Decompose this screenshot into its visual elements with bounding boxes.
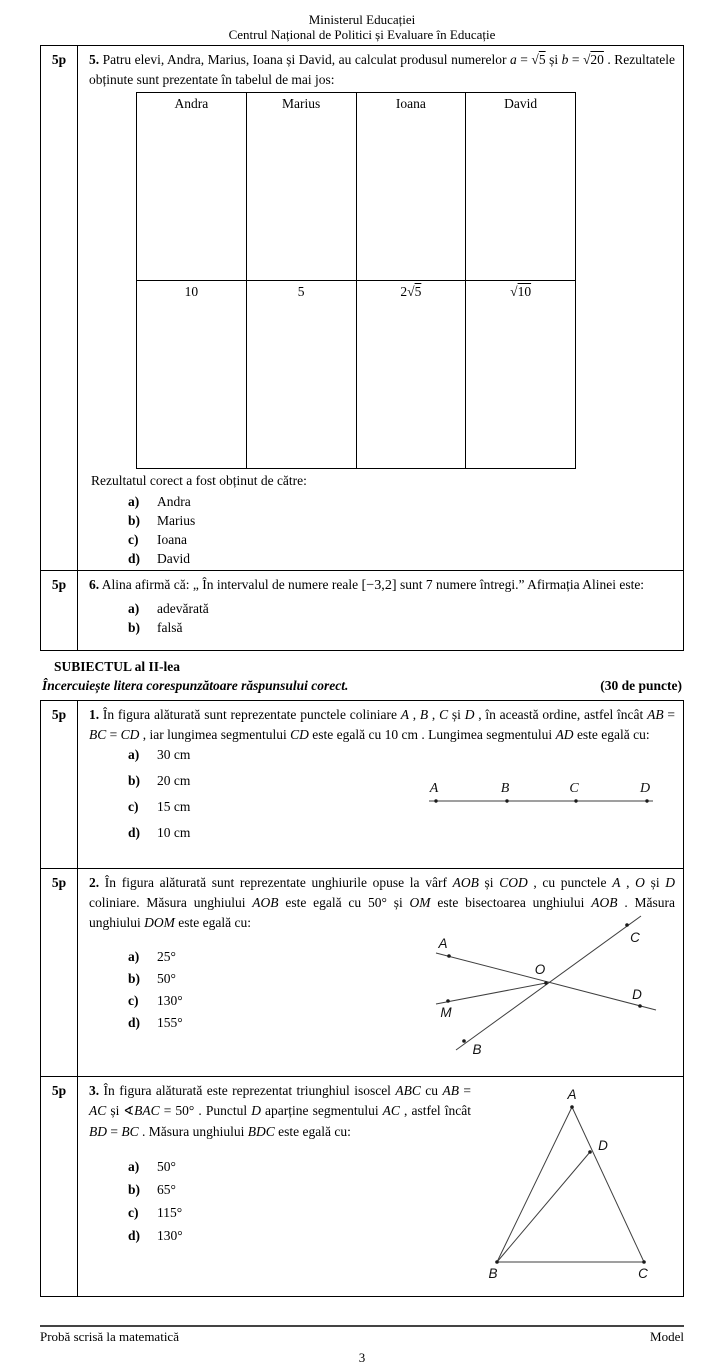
- point-O-dot: [544, 981, 548, 985]
- point-D-label: D: [598, 1138, 608, 1153]
- point-A-dot: [434, 799, 437, 802]
- footer-exam-name: Probă scrisă la matematică: [40, 1329, 179, 1344]
- point-C-label: C: [638, 1266, 648, 1281]
- option-letter: b): [128, 513, 141, 528]
- footer-row: [40, 1329, 684, 1345]
- s2-question-3-number: 3.: [89, 1083, 100, 1098]
- option-letter: a): [128, 1159, 140, 1174]
- option-letter: d): [128, 551, 141, 566]
- option-letter: b): [128, 620, 141, 635]
- option-letter: c): [128, 532, 139, 547]
- page-number: 3: [358, 1350, 366, 1365]
- s2-question-3-text: [89, 1081, 471, 1142]
- option-text: 65°: [157, 1182, 176, 1197]
- point-M-dot: [446, 999, 450, 1003]
- point-B-label: B: [488, 1266, 498, 1281]
- option-text: 50°: [157, 971, 176, 986]
- subject2-instruction-row: [42, 677, 682, 694]
- option-letter: c): [128, 993, 139, 1008]
- option-text: 155°: [157, 1015, 183, 1030]
- point-A-label: A: [429, 781, 439, 796]
- option-b: [128, 511, 675, 530]
- option-letter: b): [128, 971, 141, 986]
- option-letter: a): [128, 494, 140, 509]
- option-text: falsă: [157, 620, 183, 635]
- option-text: 130°: [157, 1228, 183, 1243]
- point-O-label: O: [534, 962, 546, 977]
- point-C-dot: [574, 799, 577, 802]
- point-D-label: D: [632, 987, 642, 1002]
- point-C-dot: [625, 923, 629, 927]
- point-C-label: C: [630, 930, 640, 945]
- option-a: [128, 747, 675, 763]
- question-5-row: [41, 46, 684, 571]
- point-B-label: B: [500, 781, 510, 796]
- s2-question-2-row: [41, 869, 684, 1077]
- option-letter: b): [128, 773, 141, 788]
- option-text: 130°: [157, 993, 183, 1008]
- header-line-ministry: Ministerul Educației: [308, 12, 416, 27]
- option-text: Andra: [157, 494, 191, 509]
- side-AC: [572, 1107, 644, 1262]
- option-text: Ioana: [157, 532, 187, 547]
- point-C-dot: [642, 1260, 646, 1264]
- results-header-row: [137, 93, 576, 281]
- segment-BD: [497, 1152, 590, 1262]
- point-B-dot: [495, 1260, 499, 1264]
- point-A-dot: [570, 1105, 574, 1109]
- option-b: [128, 618, 675, 637]
- option-letter: d): [128, 1015, 141, 1030]
- question-6-content: [78, 571, 684, 651]
- figure-collinear-points: [426, 775, 658, 811]
- footer-model-label: Model: [650, 1329, 684, 1344]
- point-A-dot: [447, 954, 451, 958]
- option-letter: a): [128, 601, 140, 616]
- results-value-andra: 10: [137, 281, 247, 469]
- s2-question-1-row: [41, 701, 684, 869]
- results-header-marius: Marius: [246, 93, 356, 281]
- results-header-ioana: Ioana: [356, 93, 466, 281]
- option-letter: d): [128, 1228, 141, 1243]
- option-letter: a): [128, 747, 140, 762]
- s2-question-3-points: 5p: [41, 1077, 78, 1297]
- document-header: [40, 12, 684, 42]
- point-B-dot: [505, 799, 508, 802]
- s2-question-3-content: [78, 1077, 684, 1297]
- point-B-dot: [462, 1039, 466, 1043]
- point-D-dot: [638, 1004, 642, 1008]
- point-C-label: C: [569, 781, 579, 796]
- question-5-text: [89, 50, 675, 90]
- option-d: [128, 825, 675, 841]
- question-5-options: [128, 492, 675, 568]
- option-letter: d): [128, 825, 141, 840]
- subject2-title: SUBIECTUL al II-lea: [54, 659, 181, 674]
- option-text: 25°: [157, 949, 176, 964]
- s2-question-3-statement: În figura alăturată este reprezentat triunghiul isoscel ABC cu AB = AC și ∢BAC = 50° . Punctul D aparține segmentului AC , astfel încât BD = BC . Măsura unghiului BDC este egală cu:: [89, 1083, 471, 1139]
- s2-question-2-content: [78, 869, 684, 1077]
- point-D-dot: [588, 1150, 592, 1154]
- option-text: 10 cm: [157, 825, 191, 840]
- subject2-instruction: Încercuiește litera corespunzătoare răspunsului corect.: [42, 678, 349, 693]
- option-text: 20 cm: [157, 773, 191, 788]
- option-text: 30 cm: [157, 747, 191, 762]
- question-5-number: 5.: [89, 52, 100, 67]
- results-header-andra: Andra: [137, 93, 247, 281]
- option-a: [128, 599, 675, 618]
- subject2-questions-table: [40, 700, 684, 1297]
- results-value-marius: 5: [246, 281, 356, 469]
- option-d: [128, 549, 675, 568]
- option-text: adevărată: [157, 601, 209, 616]
- option-text: David: [157, 551, 190, 566]
- side-AB: [497, 1107, 572, 1262]
- results-header-david: David: [466, 93, 576, 281]
- option-text: 115°: [157, 1205, 183, 1220]
- point-A-label: A: [438, 936, 448, 951]
- results-values-row: [137, 281, 576, 469]
- question-5-content: [78, 46, 684, 571]
- point-A-label: A: [567, 1087, 577, 1102]
- question-6-text: [89, 575, 675, 595]
- s2-question-1-number: 1.: [89, 707, 100, 722]
- subject2-points-note: (30 de puncte): [600, 678, 682, 693]
- question-6-points: 5p: [41, 571, 78, 651]
- results-value-ioana: 2√5: [356, 281, 466, 469]
- s2-question-2-points: 5p: [41, 869, 78, 1077]
- ray-OM: [436, 983, 546, 1004]
- question-6-number: 6.: [89, 577, 100, 592]
- s2-question-1-content: [78, 701, 684, 869]
- page-footer: [40, 1325, 684, 1366]
- option-a: [128, 492, 675, 511]
- option-letter: a): [128, 949, 140, 964]
- option-letter: c): [128, 799, 139, 814]
- figure-vertical-angles: [424, 910, 664, 1060]
- question-6-row: [41, 571, 684, 651]
- results-table: [136, 92, 576, 469]
- s2-question-1-text: [89, 705, 675, 745]
- point-D-label: D: [639, 781, 651, 796]
- point-B-label: B: [472, 1042, 482, 1057]
- option-text: 15 cm: [157, 799, 191, 814]
- question-5-points: 5p: [41, 46, 78, 571]
- question-5-statement: Patru elevi, Andra, Marius, Ioana și David, au calculat produsul numerelor a = √5 și b = √20 . Rezultatele obținute sunt prezentate în tabelul de mai jos:: [89, 52, 676, 87]
- point-D-dot: [645, 799, 648, 802]
- s2-question-2-number: 2.: [89, 875, 100, 890]
- s2-question-1-statement: În figura alăturată sunt reprezentate punctele coliniare A , B , C și D , în această ordine, astfel încât AB = BC = CD , iar lungimea segmentului CD este egală cu 10 cm . Lungimea segmentului AD este egală cu:: [89, 707, 675, 742]
- header-line-center: Centrul Național de Politici și Evaluare în Educație: [228, 27, 496, 42]
- s2-question-3-row: [41, 1077, 684, 1297]
- line-BOC: [456, 916, 641, 1050]
- figure-isosceles-triangle: [477, 1089, 672, 1289]
- results-value-david: √10: [466, 281, 576, 469]
- option-c: [128, 530, 675, 549]
- s2-question-1-points: 5p: [41, 701, 78, 869]
- question-6-options: [128, 599, 675, 637]
- option-letter: c): [128, 1205, 139, 1220]
- subject1-questions-table: [40, 45, 684, 651]
- option-text: 50°: [157, 1159, 176, 1174]
- s2-question-2-statement: În figura alăturată sunt reprezentate unghiurile opuse la vârf AOB și COD , cu punctele A , O și D coliniare. Măsura unghiului AOB este egală cu 50° și OM este bisectoarea unghiului AOB . Măsura unghiului DOM este egală cu:: [89, 875, 675, 930]
- option-text: Marius: [157, 513, 196, 528]
- question-6-statement: Alina afirmă că: „ În intervalul de numere reale [−3,2] sunt 7 numere întregi.” Afirmația Alinei este:: [101, 577, 645, 593]
- option-letter: b): [128, 1182, 141, 1197]
- question-5-prompt: Rezultatul corect a fost obținut de către:: [91, 473, 307, 488]
- point-M-label: M: [440, 1005, 452, 1020]
